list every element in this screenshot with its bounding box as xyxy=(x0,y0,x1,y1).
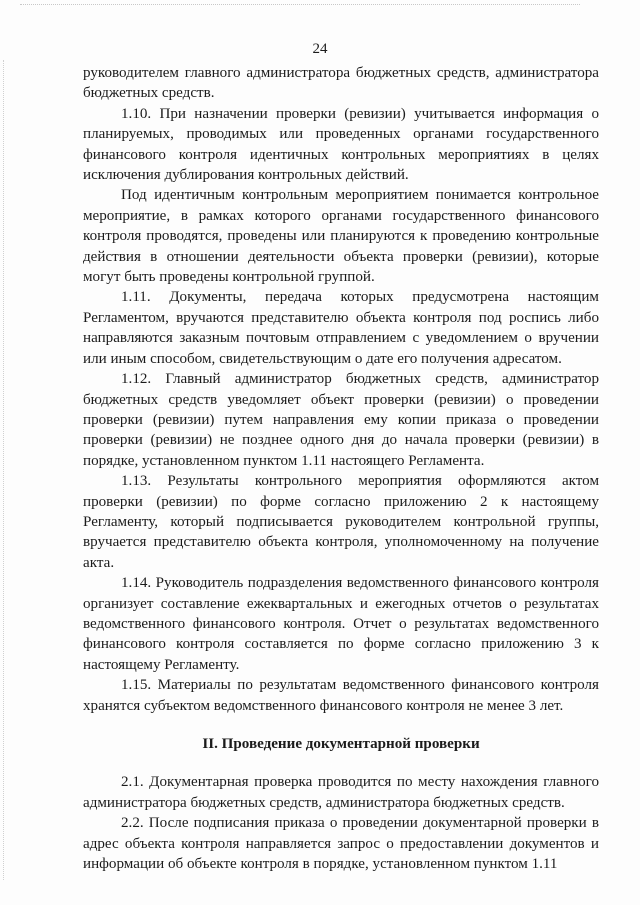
paragraph-continuation: руководителем главного администратора бюджетных средств, администратора бюджетных средств. xyxy=(83,65,599,102)
document-body xyxy=(83,63,599,874)
paragraph-2-1: 2.1. Документарная проверка проводится по месту нахождения главного администратора бюджетных средств, администратора бюджетных средств. xyxy=(83,774,599,811)
page-number: 24 xyxy=(312,41,328,57)
paragraph-1-13: 1.13. Результаты контрольного мероприятия оформляются актом проверки (ревизии) по форме согласно приложению 2 к настоящему Регламенту, который подписывается руководителем контрольной группы, вручается представителю объекта контроля, уполномоченному на получение акта. xyxy=(83,473,599,571)
paragraph-1-14: 1.14. Руководитель подразделения ведомственного финансового контроля организует составление ежеквартальных и ежегодных отчетов о результатах ведомственного финансового контроля. Отчет о результатах ведомственного финансового контроля составляется по форме согласно приложению 3 к настоящему Регламенту. xyxy=(83,575,599,673)
paragraph-1-12: 1.12. Главный администратор бюджетных средств, администратор бюджетных средств уведомляет объект проверки (ревизии) о проведении проверки (ревизии) путем направления ему копии приказа о проведении проверки (ревизии) не позднее одного дня до начала проверки (ревизии) в порядке, установленном пунктом 1.11 настоящего Регламента. xyxy=(83,371,599,469)
paragraph-2-2: 2.2. После подписания приказа о проведении документарной проверки в адрес объекта контроля направляется запрос о предоставлении документов и информации об объекте контроля в порядке, установленном пунктом 1.11 xyxy=(83,815,599,873)
section-heading: II. Проведение документарной проверки xyxy=(202,736,480,752)
scan-artifact-left xyxy=(3,60,5,880)
scan-artifact-top xyxy=(20,4,580,6)
paragraph-1-11: 1.11. Документы, передача которых предусмотрена настоящим Регламентом, вручаются представителю объекта контроля под роспись либо направляются заказным почтовым отправлением с уведомлением о вручении или иным способом, свидетельствующим о дате его получения адресатом. xyxy=(83,289,599,367)
paragraph-1-10: 1.10. При назначении проверки (ревизии) учитывается информация о планируемых, проводимых или проведенных органами государственного финансового контроля идентичных контрольных мероприятиях в целях исключения дублирования контрольных действий. xyxy=(83,105,599,184)
paragraph-identical-definition: Под идентичным контрольным мероприятием понимается контрольное мероприятие, в рамках которого органами государственного финансового контроля проводятся, проведены или планируются к проведению контрольные действия в отношении деятельности объекта проверки (ревизии), которые могут быть проведены контрольной группой. xyxy=(83,187,599,286)
paragraph-1-15: 1.15. Материалы по результатам ведомственного финансового контроля хранятся субъектом ведомственного финансового контроля не менее 3 лет. xyxy=(83,677,599,714)
